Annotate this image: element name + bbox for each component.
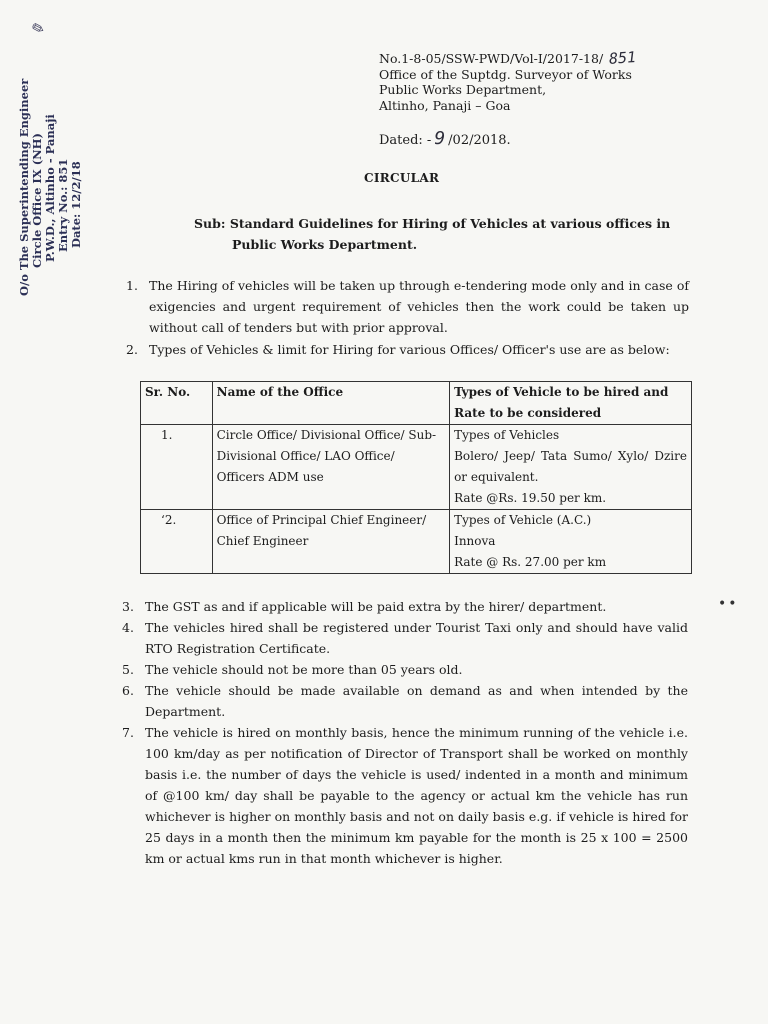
vehicle-hiring-table (140, 381, 692, 574)
paragraph-number: 1. (126, 278, 138, 293)
cell-office-name: Circle Office/ Divisional Office/ Sub-Divisional Office/ LAO Office/ Officers ADM use (212, 425, 449, 510)
header-office-name: Name of the Office (212, 382, 449, 425)
letter-header (379, 48, 637, 113)
reference-number (379, 48, 637, 68)
paragraph-text: The GST as and if applicable will be paid extra by the hirer/ department. (145, 599, 607, 614)
corner-handwritten-mark: ✎ (25, 14, 47, 42)
paragraph-text: The vehicle is hired on monthly basis, hence the minimum running of the vehicle i.e. 100 km/day as per notification of Director of Transport shall be worked on monthly basis i.e. the number of days the vehicle is used/ indented in a month and minimum of @100 km/ day shall be payable to the agency or actual km the vehicle has run whichever is higher on monthly basis and not on daily basis e.g. if vehicle is hired for 25 days in a month then the minimum km payable for the month is 25 x 100 = 2500 km or actual kms run in that month whichever is higher. (145, 725, 688, 866)
cell-sr-no: ‘2. (141, 510, 213, 574)
dated-rest: /02/2018. (448, 133, 511, 148)
paragraph-1 (126, 275, 689, 338)
dated-day-handwritten: 9 (434, 128, 446, 149)
stamp-line-pwd: P.W.D., Altinho - Panaji (43, 114, 57, 262)
table-row (141, 425, 692, 510)
subject-line-2: Public Works Department. (232, 237, 418, 252)
paragraph-text: The vehicle should be made available on demand as and when intended by the Department. (145, 683, 688, 719)
paragraph-number: 5. (122, 662, 134, 677)
vehicle-rate-line: Rate @ Rs. 27.00 per km (454, 555, 607, 569)
paragraph-text: The Hiring of vehicles will be taken up through e-tendering mode only and in case of exigencies and urgent requirement of vehicles then the work could be taken up without call of tenders but with prior approval. (149, 278, 689, 335)
vehicle-rate-line: Rate @Rs. 19.50 per km. (454, 491, 607, 505)
vehicle-type-line: Types of Vehicles (454, 428, 560, 442)
cell-sr-no: 1. (141, 425, 213, 510)
paragraph-text: The vehicle should not be more than 05 years old. (145, 662, 463, 677)
dated-line (379, 128, 511, 149)
cell-vehicle-type (450, 510, 692, 574)
vehicle-type-line: Bolero/ Jeep/ Tata Sumo/ Xylo/ Dzire or equivalent. (454, 449, 687, 484)
subject-line-1: Sub: Standard Guidelines for Hiring of Vehicles at various offices in (194, 216, 671, 231)
paragraph-2 (126, 339, 689, 360)
margin-dots-mark: •• (718, 596, 739, 612)
entry-stamp (18, 26, 83, 296)
table-row (141, 510, 692, 574)
stamp-line-entry: Entry No.: 851 (56, 158, 70, 252)
vehicle-type-line: Innova (454, 534, 496, 548)
paragraph-6 (122, 680, 688, 722)
reference-text: No.1-8-05/SSW-PWD/Vol-I/2017-18/ (379, 51, 604, 66)
dated-label: Dated: - (379, 133, 432, 148)
stamp-line-date: Date: 12/2/18 (69, 161, 83, 248)
circular-title: CIRCULAR (364, 171, 440, 185)
table-header-row (141, 382, 692, 425)
paragraph-5 (122, 659, 688, 680)
paragraph-text: Types of Vehicles & limit for Hiring for various Offices/ Officer's use are as below: (149, 342, 670, 357)
stamp-line-circle: Circle Office IX (NH) (30, 133, 44, 268)
cell-vehicle-type (450, 425, 692, 510)
paragraph-number: 2. (126, 342, 138, 357)
office-line-2: Public Works Department, (379, 82, 547, 97)
paragraph-text: The vehicles hired shall be registered under Tourist Taxi only and should have valid RTO Registration Certificate. (145, 620, 688, 656)
subject-heading (194, 213, 674, 255)
paragraph-number: 6. (122, 683, 134, 698)
cell-office-name: Office of Principal Chief Engineer/ Chief Engineer (212, 510, 449, 574)
stamp-line-office: O/o The Superintending Engineer (17, 78, 31, 296)
paragraph-number: 3. (122, 599, 134, 614)
paragraph-number: 4. (122, 620, 134, 635)
reference-handwritten: 851 (608, 48, 637, 68)
header-sr-no: Sr. No. (141, 382, 213, 425)
paragraph-7 (122, 722, 688, 869)
header-vehicle-type: Types of Vehicle to be hired and Rate to be considered (450, 382, 692, 425)
office-line-1: Office of the Suptdg. Surveyor of Works (379, 66, 632, 82)
office-line-3: Altinho, Panaji – Goa (379, 97, 511, 113)
paragraph-3 (122, 596, 688, 617)
paragraph-number: 7. (122, 725, 134, 740)
vehicle-type-line: Types of Vehicle (A.C.) (454, 513, 592, 527)
paragraph-4 (122, 617, 688, 659)
